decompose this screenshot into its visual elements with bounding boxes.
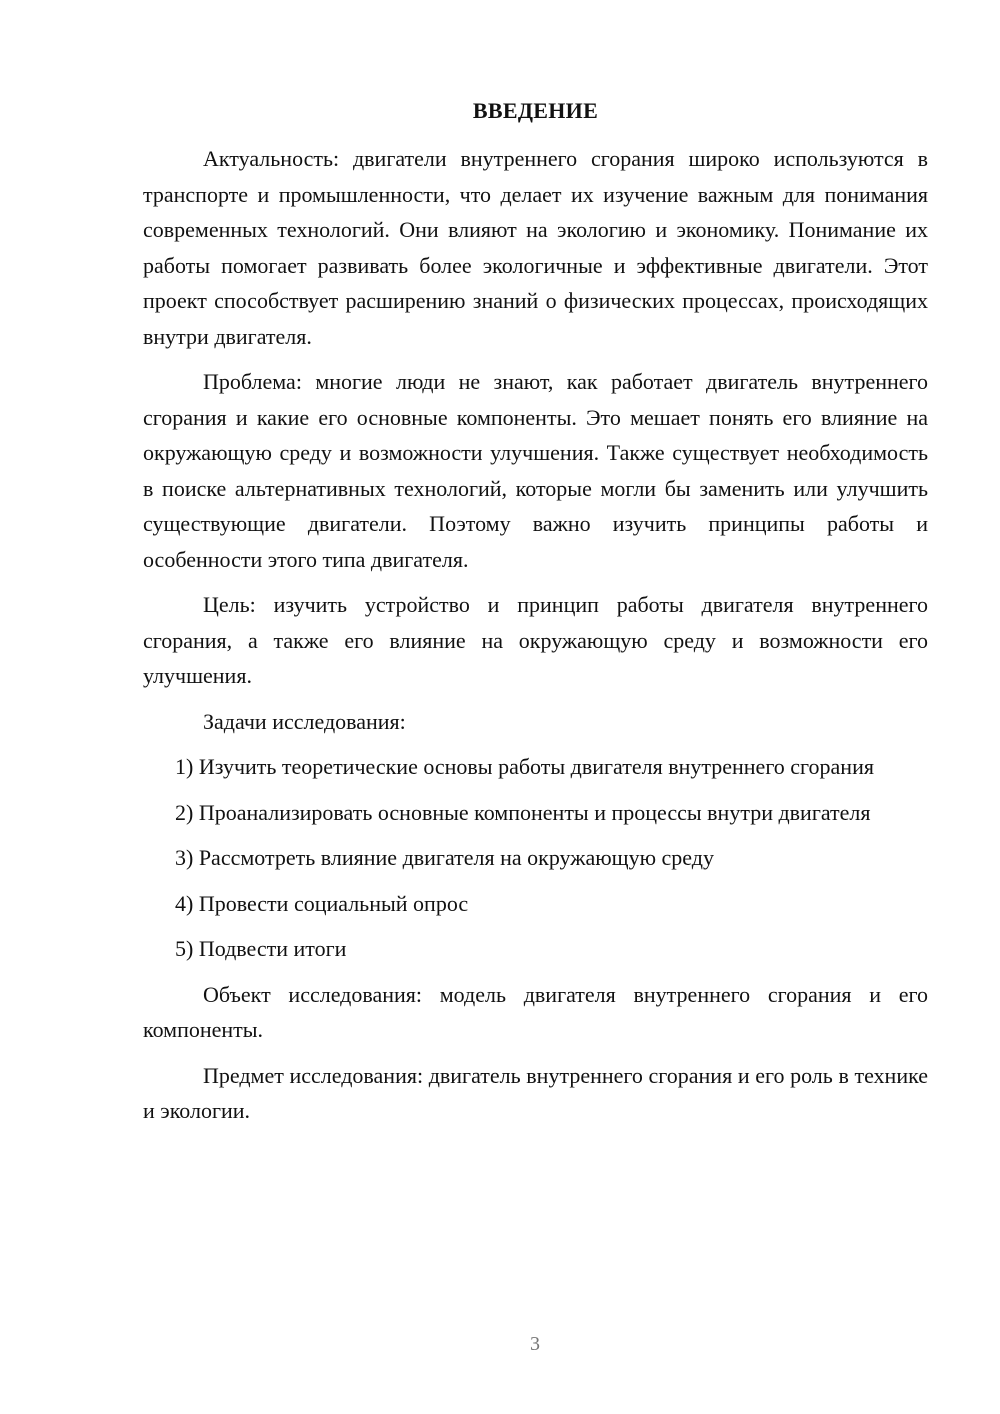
paragraph-problem: Проблема: многие люди не знают, как работает двигатель внутреннего сгорания и какие его основные компоненты. Это мешает понять его влияние на окружающую среду и возможности улучшения. Также существует необходимость в поиске альтернативных технологий, которые могли бы заменить или улучшить существующие двигатели. Поэтому важно изучить принципы работы и особенности этого типа двигателя. bbox=[143, 369, 928, 572]
paragraph-object: Объект исследования: модель двигателя внутреннего сгорания и его компоненты. bbox=[143, 981, 928, 1042]
task-item-5: 5) Подвести итоги bbox=[175, 936, 347, 961]
task-item-2: 2) Проанализировать основные компоненты и процессы внутри двигателя bbox=[175, 799, 871, 825]
task-item-3: 3) Рассмотреть влияние двигателя на окружающую среду bbox=[175, 845, 714, 870]
page-number: 3 bbox=[530, 1333, 540, 1355]
task-item-1: 1) Изучить теоретические основы работы двигателя внутреннего сгорания bbox=[175, 754, 874, 779]
task-item-4: 4) Провести социальный опрос bbox=[175, 890, 469, 916]
paragraph-goal: Цель: изучить устройство и принцип работы двигателя внутреннего сгорания, а также его влияние на окружающую среду и возможности его улучшения. bbox=[143, 592, 928, 688]
document-title: ВВЕДЕНИЕ bbox=[472, 98, 599, 123]
paragraph-relevance: Актуальность: двигатели внутреннего сгорания широко используются в транспорте и промышленности, что делает их изучение важным для понимания современных технологий. Они влияют на экологию и экономику. Понимание их работы помогает развивать более экологичные и эффективные двигатели. Этот проект способствует расширению знаний о физических процессах, происходящих внутри двигателя. bbox=[143, 146, 928, 349]
document-body bbox=[143, 95, 928, 1139]
tasks-header: Задачи исследования: bbox=[203, 708, 406, 734]
paragraph-subject: Предмет исследования: двигатель внутреннего сгорания и его роль в технике и экологии. bbox=[143, 1062, 928, 1123]
